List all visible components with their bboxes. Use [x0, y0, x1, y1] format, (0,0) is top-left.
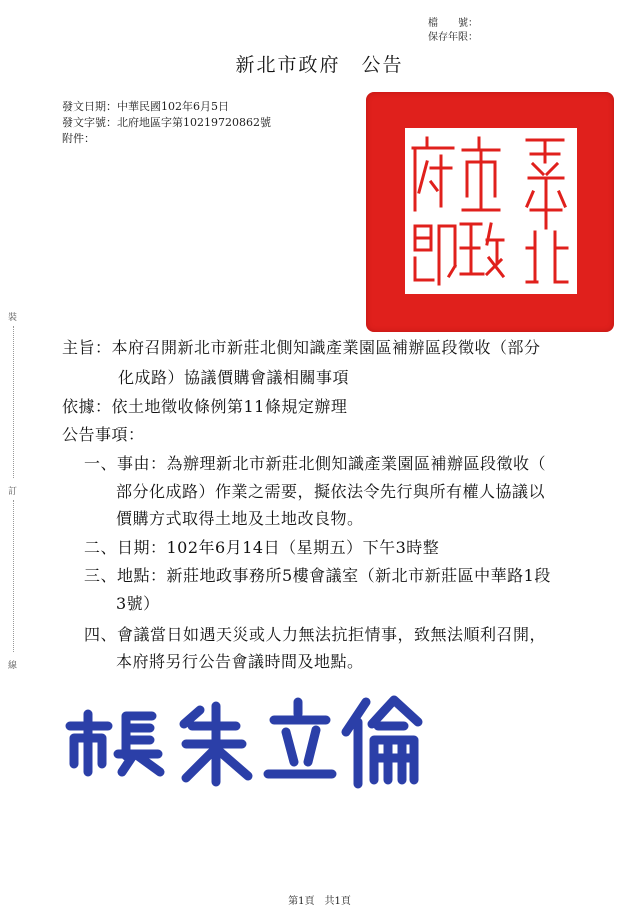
binding-mark-bottom: 線: [8, 661, 18, 671]
announcement-heading: 公告事項：: [62, 425, 145, 444]
page-footer: 第1頁 共1頁: [288, 896, 351, 907]
subject-line-2: 化成路）協議價購會議相關事項: [118, 368, 350, 387]
issue-date: 發文日期：中華民國102年6月5日: [62, 100, 229, 113]
official-seal: [366, 92, 614, 332]
item-3-line-2: 3號）: [116, 594, 160, 613]
binding-mark-top: 裝: [8, 313, 18, 323]
binding-mark-middle: 訂: [8, 487, 18, 497]
mayor-signature-stamp: [60, 692, 430, 792]
issue-number: 發文字號：北府地區字第10219720862號: [62, 116, 271, 129]
item-1-line-2: 部分化成路）作業之需要，擬依法令先行與所有權人協議以: [116, 482, 546, 501]
document-title: 新北市政府 公告: [235, 54, 404, 76]
item-1-line-1: 一、事由：為辦理新北市新莊北側知識產業園區補辦區段徵收（: [84, 454, 547, 473]
retention-period-label: 保存年限：: [428, 32, 478, 43]
signature-art: [60, 692, 430, 792]
file-number-label: 檔 號：: [428, 18, 478, 29]
attachment-label: 附件：: [62, 132, 95, 145]
seal-inner-frame: [402, 125, 580, 297]
item-2-line: 二、日期：102年6月14日（星期五）下午3時整: [84, 538, 440, 557]
item-4-line-1: 四、會議當日如遇天災或人力無法抗拒情事，致無法順利召開，: [84, 625, 547, 644]
binding-dotted-line: [13, 326, 15, 478]
subject-line-1: 主旨：本府召開新北市新莊北側知識產業園區補辦區段徵收（部分: [62, 338, 541, 357]
basis-line: 依據：依土地徵收條例第11條規定辦理: [62, 397, 348, 416]
item-1-line-3: 價購方式取得土地及土地改良物。: [116, 509, 364, 528]
item-4-line-2: 本府將另行公告會議時間及地點。: [116, 652, 364, 671]
item-3-line-1: 三、地點：新莊地政事務所5樓會議室（新北市新莊區中華路1段: [84, 566, 551, 585]
seal-glyph-art: [405, 128, 577, 294]
binding-dotted-line: [13, 500, 15, 652]
